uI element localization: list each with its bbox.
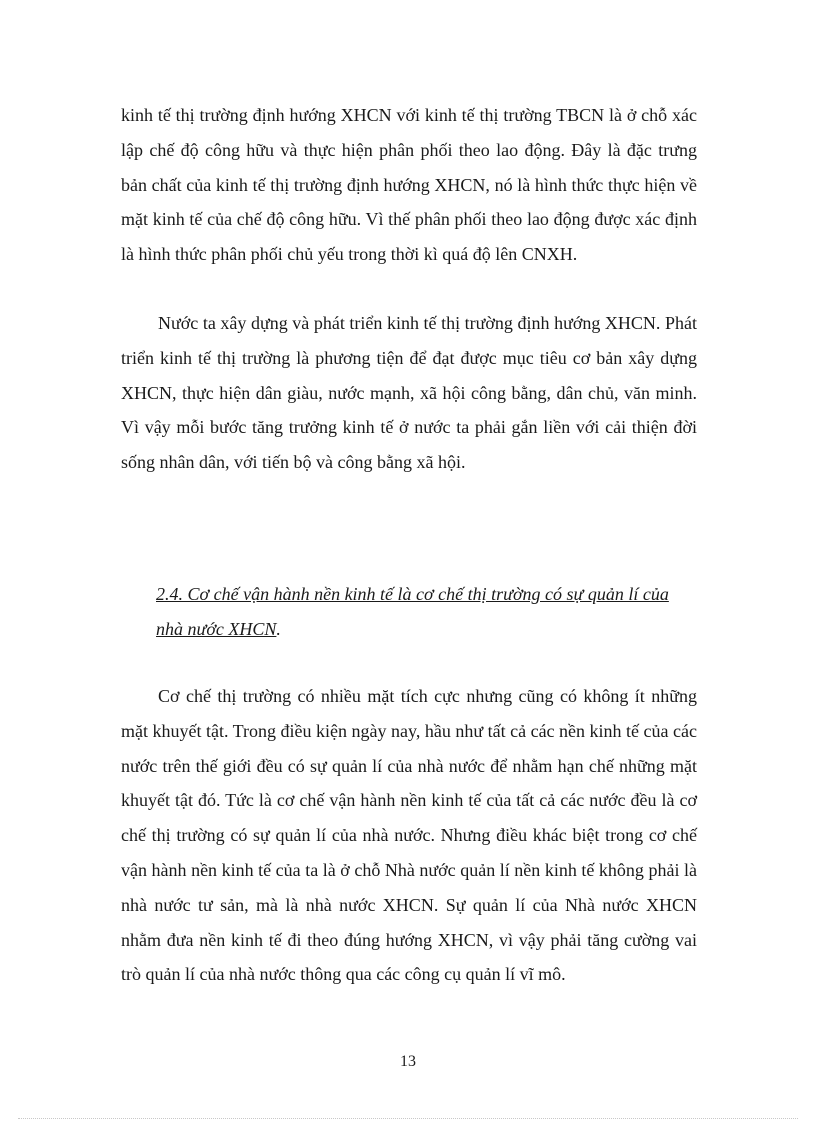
section-heading-line-2 (156, 612, 281, 647)
body-paragraph-2: Nước ta xây dựng và phát triển kinh tế thị trường định hướng XHCN. Phát triển kinh tế thị trường là phương tiện để đạt được mục tiêu cơ bản xây dựng XHCN, thực hiện dân giàu, nước mạnh, xã hội công bằng, dân chủ, văn minh. Vì vậy mỗi bước tăng trưởng kinh tế ở nước ta phải gắn liền với cải thiện đời sống nhân dân, với tiến bộ và công bằng xã hội. (121, 313, 697, 473)
body-paragraph-1: kinh tế thị trường định hướng XHCN với kinh tế thị trường TBCN là ở chỗ xác lập chế độ công hữu và thực hiện phân phối theo lao động. Đây là đặc trưng bản chất của kinh tế thị trường định hướng XHCN, nó là hình thức thực hiện về mặt kinh tế của chế độ công hữu. Vì thế phân phối theo lao động được xác định là hình thức phân phối chủ yếu trong thời kì quá độ lên CNXH. (121, 105, 697, 265)
section-heading-line-1: 2.4. Cơ chế vận hành nền kinh tế là cơ chế thị trường có sự quản lí của (156, 584, 669, 604)
footer-divider (18, 1118, 798, 1119)
page-number: 13 (400, 1053, 416, 1070)
body-paragraph-3: Cơ chế thị trường có nhiều mặt tích cực nhưng cũng có không ít những mặt khuyết tật. Trong điều kiện ngày nay, hầu như tất cả các nền kinh tế của các nước trên thế giới đều có sự quản lí của nhà nước để nhằm hạn chế những mặt khuyết tật đó. Tức là cơ chế vận hành nền kinh tế của tất cả các nước đều là cơ chế thị trường có sự quản lí của nhà nước. Nhưng điều khác biệt trong cơ chế vận hành nền kinh tế của ta là ở chỗ Nhà nước quản lí nền kinh tế không phải là nhà nước tư sản, mà là nhà nước XHCN. Sự quản lí của Nhà nước XHCN nhằm đưa nền kinh tế đi theo đúng hướng XHCN, vì vậy phải tăng cường vai trò quản lí của nhà nước thông qua các công cụ quản lí vĩ mô. (121, 686, 697, 985)
section-heading-period: . (276, 619, 281, 639)
section-heading-line-2-text: nhà nước XHCN (156, 619, 277, 639)
